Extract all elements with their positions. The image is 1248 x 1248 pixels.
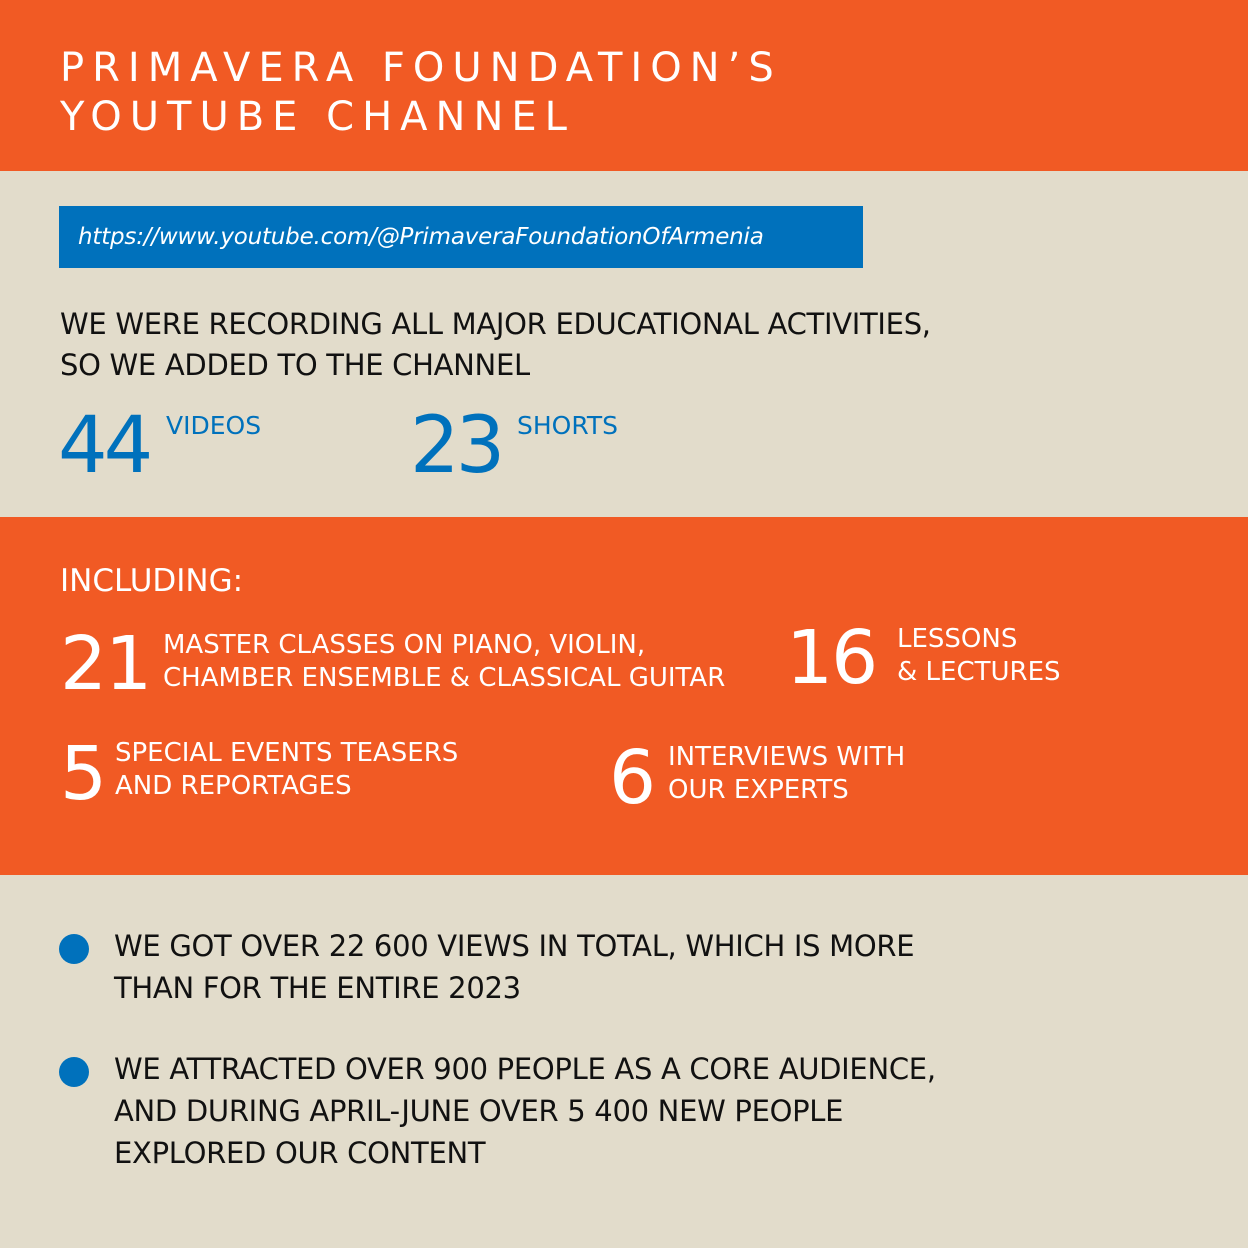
highlight-text [114,1048,936,1174]
interviews-label [668,741,905,807]
master-classes-count: 21 [60,621,151,707]
master-classes-label [163,629,725,695]
lessons-label-line-2: & LECTURES [897,657,1061,687]
intro-text [60,304,931,386]
videos-count: 44 [58,401,150,491]
shorts-count: 23 [410,401,502,491]
interviews-label-line-1: INTERVIEWS WITH [668,742,906,772]
master-classes-label-line-1: MASTER CLASSES ON PIANO, VIOLIN, [163,630,646,660]
special-events-label-line-1: SPECIAL EVENTS TEASERS [115,738,459,768]
highlight-line: EXPLORED OUR CONTENT [114,1136,486,1170]
special-events-count: 5 [60,731,106,817]
bullet-dot-icon [59,1057,89,1087]
page-title-line-2: YOUTUBE CHANNEL [60,94,575,140]
intro-line-2: SO WE ADDED TO THE CHANNEL [60,348,530,382]
special-events-label-line-2: AND REPORTAGES [115,771,352,801]
page-title-line-1: PRIMAVERA FOUNDATION’S [60,45,782,91]
including-heading: INCLUDING: [60,563,244,599]
intro-line-1: WE WERE RECORDING ALL MAJOR EDUCATIONAL ACTIVITIES, [60,307,931,341]
master-classes-label-line-2: CHAMBER ENSEMBLE & CLASSICAL GUITAR [163,663,726,693]
highlight-line: WE GOT OVER 22 600 VIEWS IN TOTAL, WHICH IS MORE [114,929,915,963]
lessons-label [897,623,1061,689]
lessons-count: 16 [786,615,877,701]
highlight-line: AND DURING APRIL-JUNE OVER 5 400 NEW PEOPLE [114,1094,844,1128]
highlights-section [0,875,1248,1248]
special-events-label [115,737,458,803]
header-band [0,0,1248,171]
including-section [0,517,1248,875]
page-title [60,44,782,142]
bullet-dot-icon [59,934,89,964]
lessons-label-line-1: LESSONS [897,624,1018,654]
highlight-line: WE ATTRACTED OVER 900 PEOPLE AS A CORE AUDIENCE, [114,1052,936,1086]
shorts-label: SHORTS [517,411,619,440]
channel-section [0,171,1248,517]
videos-label: VIDEOS [166,411,262,440]
interviews-label-line-2: OUR EXPERTS [668,775,849,805]
channel-url-link[interactable]: https://www.youtube.com/@PrimaveraFoundationOfArmenia [59,206,863,268]
highlight-text [114,925,914,1009]
highlight-line: THAN FOR THE ENTIRE 2023 [114,971,521,1005]
interviews-count: 6 [609,735,655,821]
